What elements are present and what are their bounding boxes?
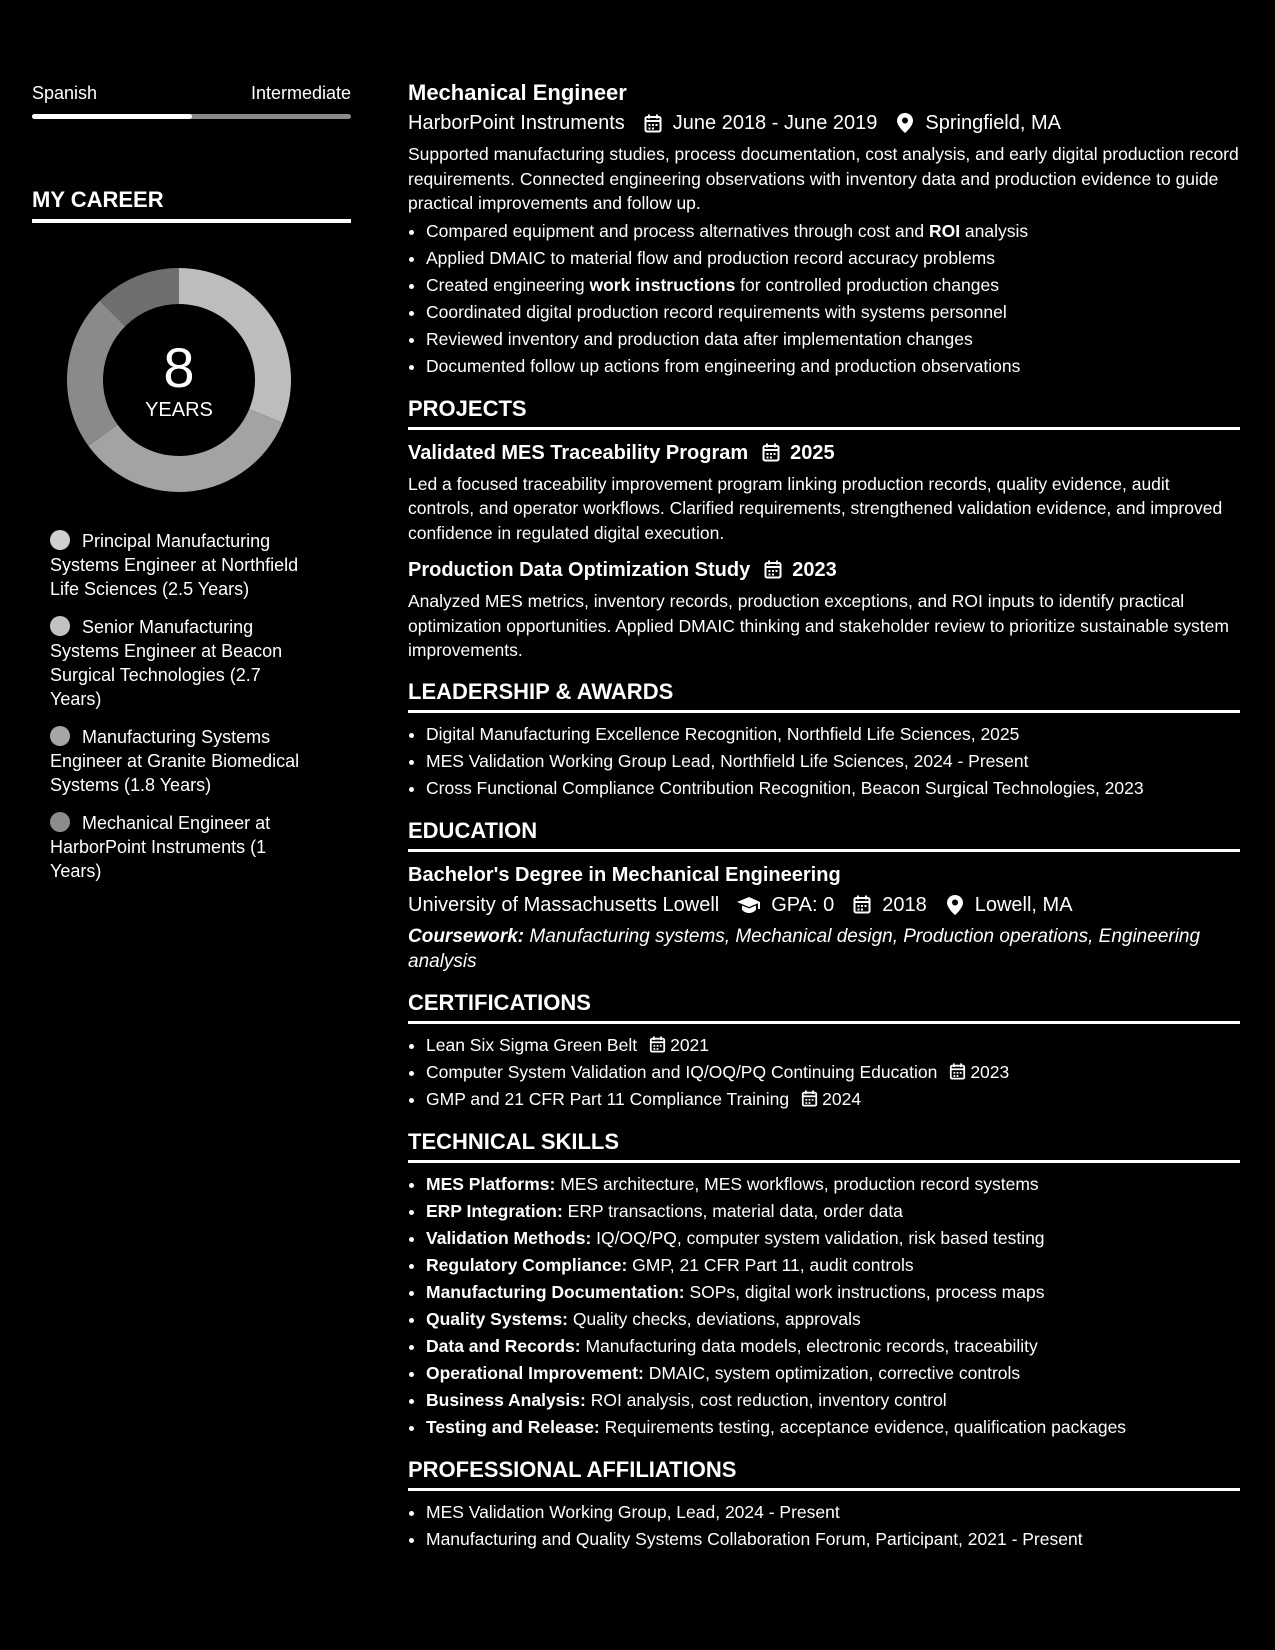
education-year: 2018: [882, 893, 927, 916]
job-title: Mechanical Engineer: [408, 80, 627, 105]
location-pin-icon: [895, 113, 915, 133]
calendar-icon: [643, 113, 663, 133]
affiliations-heading: PROFESSIONAL AFFILIATIONS: [408, 1455, 1240, 1491]
project-title: Production Data Optimization Study: [408, 559, 751, 581]
project-description: Analyzed MES metrics, inventory records, production exceptions, and ROI inputs to identify practical optimization opportunities. Applied DMAIC thinking and stakeholder review to prioritize sustainable system improvements.: [408, 591, 1229, 660]
skill-item: • Testing and Release: Requirements testing, acceptance evidence, qualification packages: [426, 1414, 1240, 1441]
job-bullet: • Coordinated digital production record requirements with systems personnel: [426, 299, 1240, 326]
calendar-icon: [949, 1063, 966, 1080]
job-dates: June 2018 - June 2019: [672, 112, 878, 134]
project-description: Led a focused traceability improvement program linking production records, quality evidence, audit controls, and operator workflows. Clarified requirements, strengthened validation evidence, and improved confidence in regulated digital execution.: [408, 473, 1223, 543]
job-bullets: [408, 218, 1240, 380]
skill-item: • Manufacturing Documentation: SOPs, digital work instructions, process maps: [426, 1279, 1240, 1306]
project-year: 2025: [790, 441, 835, 464]
career-years-label: YEARS: [145, 399, 213, 421]
coursework: [408, 924, 1240, 974]
sidebar: [32, 80, 351, 897]
career-donut-chart: [66, 267, 292, 493]
career-legend-text: Manufacturing Systems Engineer at Granite Biomedical Systems (1.8 Years): [50, 727, 300, 795]
legend-dot-icon: [50, 726, 70, 746]
education-heading: EDUCATION: [408, 816, 1240, 852]
calendar-icon: [649, 1036, 666, 1053]
language-name: Spanish: [32, 83, 98, 103]
leadership-item: • MES Validation Working Group Lead, Northfield Life Sciences, 2024 - Present: [426, 748, 1240, 775]
job-summary: Supported manufacturing studies, process documentation, cost analysis, and early digital production record requirements. Connected engineering observations with inventory data and production evidence to guide practical improvements and follow up.: [408, 144, 1239, 213]
school-name: University of Massachusetts Lowell: [408, 893, 720, 916]
leadership-list: [408, 721, 1240, 802]
affiliation-item: • MES Validation Working Group, Lead, 2024 - Present: [426, 1499, 1240, 1526]
leadership-item: • Cross Functional Compliance Contribution Recognition, Beacon Surgical Technologies, 2023: [426, 775, 1240, 802]
main-content: [408, 78, 1240, 1553]
skill-item: • Business Analysis: ROI analysis, cost reduction, inventory control: [426, 1387, 1240, 1414]
legend-dot-icon: [50, 812, 70, 832]
job-bullet: • Documented follow up actions from engineering and production observations: [426, 353, 1240, 380]
experience-entry: [408, 78, 1240, 380]
skill-item: • Data and Records: Manufacturing data models, electronic records, traceability: [426, 1333, 1240, 1360]
career-legend-item: [50, 725, 315, 797]
graduation-cap-icon: [737, 895, 761, 915]
language-proficiency-fill: [32, 114, 192, 119]
skill-item: • Validation Methods: IQ/OQ/PQ, computer system validation, risk based testing: [426, 1225, 1240, 1252]
project-title: Validated MES Traceability Program: [408, 441, 749, 464]
certification-item: • Computer System Validation and IQ/OQ/PQ Continuing Education 2023: [426, 1059, 1240, 1086]
language-level: Intermediate: [250, 83, 351, 103]
job-bullet: • Reviewed inventory and production data after implementation changes: [426, 326, 1240, 353]
project-item: [408, 438, 1240, 546]
leadership-item: • Digital Manufacturing Excellence Recognition, Northfield Life Sciences, 2025: [426, 721, 1240, 748]
career-legend-item: [50, 529, 315, 601]
career-legend-item: [50, 811, 315, 883]
skills-list: [408, 1171, 1240, 1441]
education-gpa: GPA: 0: [771, 893, 835, 916]
calendar-icon: [852, 895, 872, 915]
affiliation-item: • Manufacturing and Quality Systems Collaboration Forum, Participant, 2021 - Present: [426, 1526, 1240, 1553]
project-item: [408, 555, 1240, 663]
certifications-list: [408, 1032, 1240, 1113]
calendar-icon: [764, 560, 784, 580]
career-heading: MY CAREER: [32, 187, 351, 223]
language-skill: [32, 80, 351, 119]
coursework-text: Manufacturing systems, Mechanical design, Production operations, Engineering analysis: [408, 925, 1201, 972]
job-bullet: • Compared equipment and process alternatives through cost and ROI analysis: [426, 218, 1240, 245]
skill-item: • Operational Improvement: DMAIC, system optimization, corrective controls: [426, 1360, 1240, 1387]
company-name: HarborPoint Instruments: [408, 112, 625, 134]
calendar-icon: [762, 443, 782, 463]
location-pin-icon: [945, 895, 965, 915]
skills-heading: TECHNICAL SKILLS: [408, 1127, 1240, 1163]
skill-item: • Quality Systems: Quality checks, deviations, approvals: [426, 1306, 1240, 1333]
skill-item: • ERP Integration: ERP transactions, material data, order data: [426, 1198, 1240, 1225]
calendar-icon: [801, 1090, 818, 1107]
career-legend-text: Senior Manufacturing Systems Engineer at Beacon Surgical Technologies (2.7 Years): [50, 617, 283, 709]
career-years-number: 8: [163, 336, 195, 399]
certification-item: • GMP and 21 CFR Part 11 Compliance Training 2024: [426, 1086, 1240, 1113]
skill-item: • Regulatory Compliance: GMP, 21 CFR Part 11, audit controls: [426, 1252, 1240, 1279]
certifications-heading: CERTIFICATIONS: [408, 988, 1240, 1024]
certification-item: • Lean Six Sigma Green Belt 2021: [426, 1032, 1240, 1059]
career-legend-text: Principal Manufacturing Systems Engineer at Northfield Life Sciences (2.5 Years): [50, 531, 299, 599]
job-location: Springfield, MA: [925, 112, 1061, 134]
affiliations-list: [408, 1499, 1240, 1553]
leadership-heading: LEADERSHIP & AWARDS: [408, 677, 1240, 713]
degree-title: Bachelor's Degree in Mechanical Engineering: [408, 863, 841, 886]
job-bullet: • Applied DMAIC to material flow and production record accuracy problems: [426, 245, 1240, 272]
legend-dot-icon: [50, 530, 70, 550]
skill-item: • MES Platforms: MES architecture, MES workflows, production record systems: [426, 1171, 1240, 1198]
career-legend: [50, 529, 315, 883]
education-location: Lowell, MA: [974, 893, 1073, 916]
legend-dot-icon: [50, 616, 70, 636]
career-legend-text: Mechanical Engineer at HarborPoint Instruments (1 Years): [50, 813, 271, 881]
job-bullet: • Created engineering work instructions for controlled production changes: [426, 272, 1240, 299]
project-year: 2023: [792, 559, 837, 581]
projects-heading: PROJECTS: [408, 394, 1240, 430]
coursework-label: Coursework:: [408, 925, 525, 947]
language-proficiency-bar: [32, 114, 351, 119]
career-legend-item: [50, 615, 315, 711]
